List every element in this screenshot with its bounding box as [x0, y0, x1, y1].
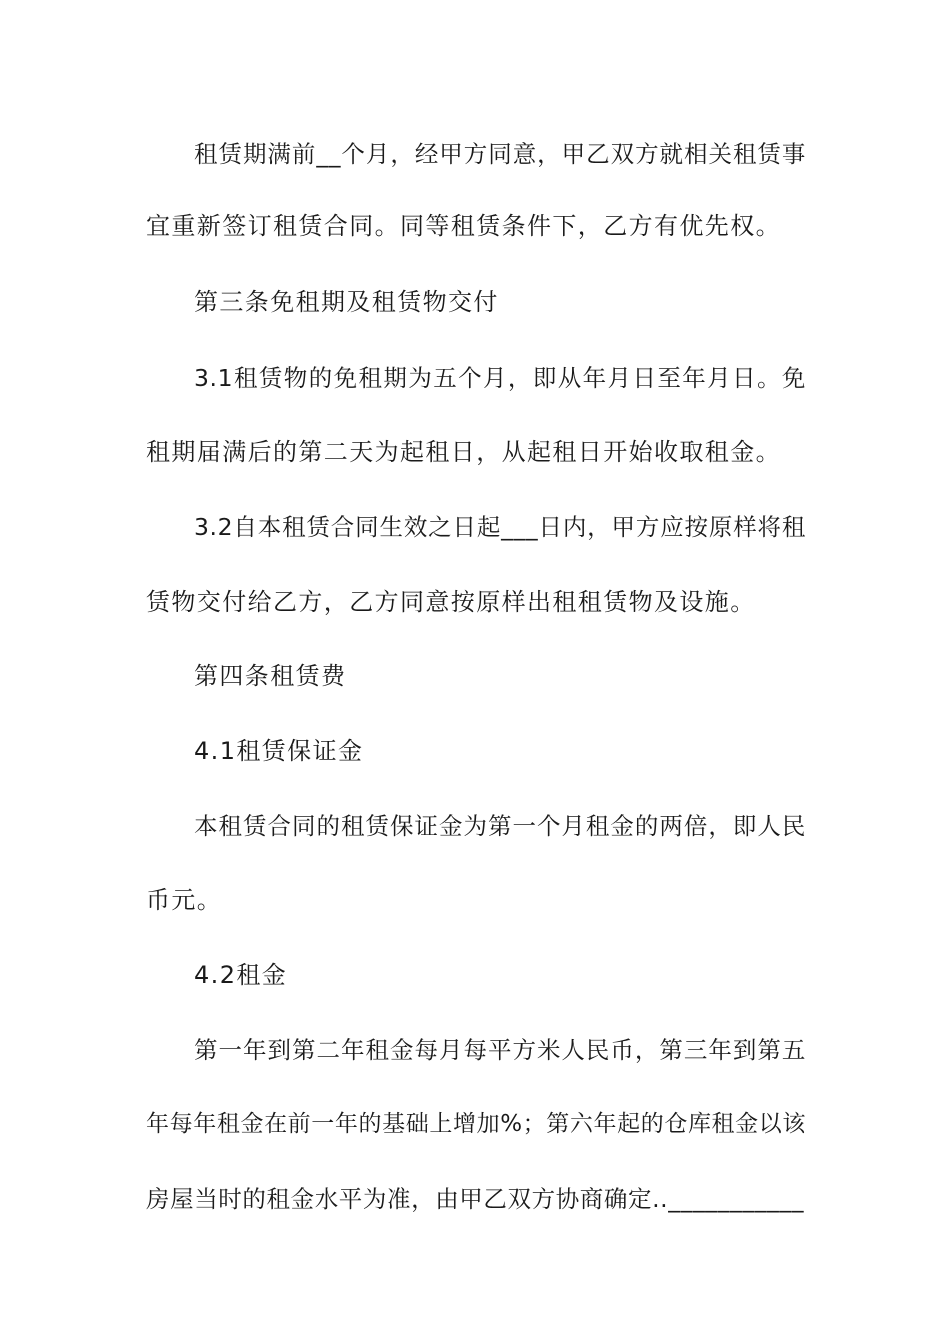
rent-paragraph-line-1: 第一年到第二年租金每月每平方米人民币，第三年到第五 [194, 1036, 806, 1064]
clause-4-2-heading: 4.2租金 [194, 961, 288, 989]
paragraph-renewal-line-1: 租赁期满前__个月，经甲方同意，甲乙双方就相关租赁事 [194, 140, 806, 168]
clause-3-2-line-2: 赁物交付给乙方，乙方同意按原样出租租赁物及设施。 [146, 588, 756, 616]
deposit-paragraph-line-1: 本租赁合同的租赁保证金为第一个月租金的两倍，即人民 [194, 812, 806, 840]
clause-3-1-line-2: 租期届满后的第二天为起租日，从起租日开始收取租金。 [146, 438, 781, 466]
rent-paragraph-line-2: 年每年租金在前一年的基础上增加%；第六年起的仓库租金以该 [146, 1111, 806, 1137]
clause-3-1-line-1: 3.1租赁物的免租期为五个月，即从年月日至年月日。免 [194, 364, 806, 392]
rent-paragraph-line-3: 房屋当时的租金水平为准，由甲乙双方协商确定..___________ [146, 1185, 805, 1213]
deposit-paragraph-line-2: 币元。 [146, 886, 223, 914]
clause-4-1-heading: 4.1租赁保证金 [194, 737, 364, 765]
heading-article-3: 第三条免租期及租赁物交付 [194, 288, 499, 316]
paragraph-renewal-line-2: 宜重新签订租赁合同。同等租赁条件下，乙方有优先权。 [146, 212, 781, 240]
clause-3-2-line-1: 3.2自本租赁合同生效之日起___日内，甲方应按原样将租 [194, 513, 806, 541]
heading-article-4: 第四条租赁费 [194, 662, 347, 690]
